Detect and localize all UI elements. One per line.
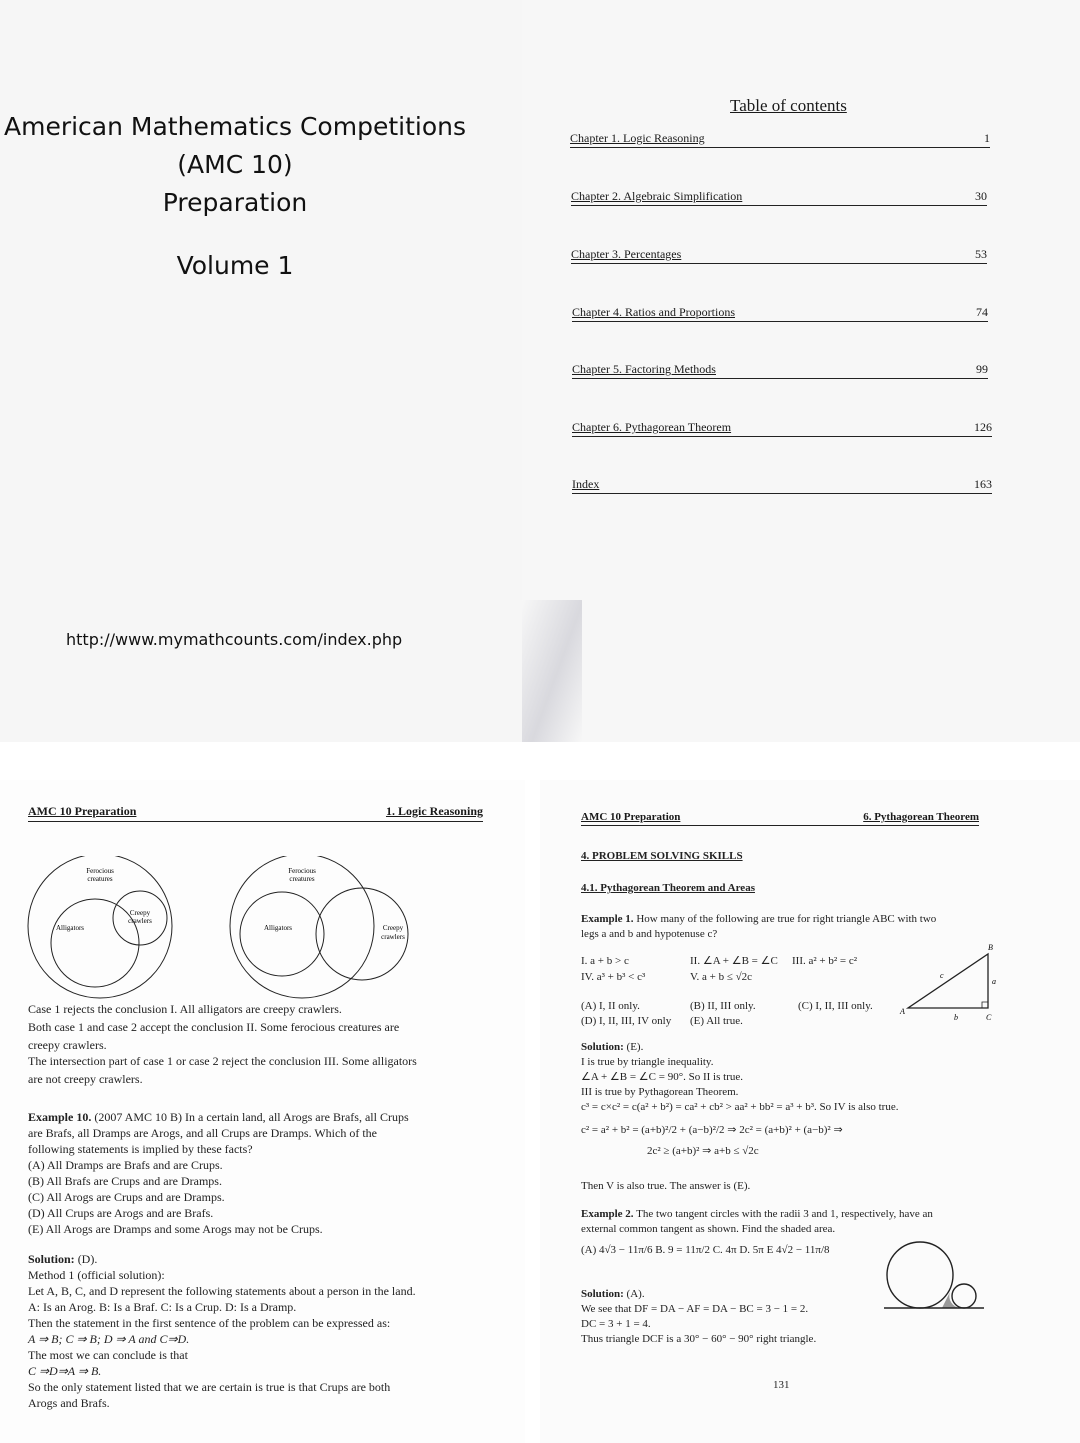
toc-title: Table of contents: [730, 96, 847, 115]
cover-page: [0, 0, 522, 742]
toc-entry-page: 30: [975, 189, 987, 203]
text-line: creepy crawlers.: [28, 1038, 107, 1052]
toc-entry[interactable]: [572, 474, 992, 494]
text-line: are not creepy crawlers.: [28, 1072, 143, 1086]
text-line: Case 1 rejects the conclusion I. All alligators are creepy crawlers.: [28, 1002, 342, 1016]
venn1-creepy-label: Creepy: [129, 909, 151, 917]
toc-entry-label: Index: [572, 477, 600, 491]
cover-volume: Volume 1: [176, 251, 294, 280]
header-chapter-title: 1. Logic Reasoning: [385, 804, 483, 818]
solution-1: [581, 1040, 1021, 1159]
venn2-ferocious-label: creatures: [289, 875, 315, 883]
text-line: The most we can conclude is that: [28, 1348, 188, 1362]
text-line: III is true by Pythagorean Theorem.: [581, 1086, 739, 1098]
text-line: We see that DF = DA − AF = DA − BC = 3 − 1 = 2.: [581, 1303, 809, 1315]
side-a-label: a: [992, 977, 996, 986]
venn1-creepy-label: crawlers: [128, 917, 152, 925]
choice-line: (D) All Crups are Arogs and are Brafs.: [28, 1206, 214, 1220]
toc-entry-label: Chapter 1. Logic Reasoning: [570, 131, 705, 145]
toc-entry[interactable]: [571, 186, 987, 206]
vertex-c-label: C: [986, 1013, 992, 1022]
cover-title-line1: American Mathematics Competitions: [4, 112, 466, 141]
example-label: Example 2.: [581, 1208, 634, 1220]
statement-2: II. ∠A + ∠B = ∠C: [690, 955, 778, 967]
solution-label: Solution:: [581, 1041, 624, 1053]
choice-line: (C) All Arogs are Crups and are Dramps.: [28, 1190, 225, 1204]
text-line: C ⇒D⇒A ⇒ B.: [28, 1364, 102, 1378]
header-book-title: AMC 10 Preparation: [28, 804, 137, 818]
solution-answer: (A).: [626, 1288, 645, 1300]
solution-1-conclusion: Then V is also true. The answer is (E).: [581, 1180, 751, 1192]
text-line: Then the statement in the first sentence of the problem can be expressed as:: [28, 1316, 391, 1330]
example-1: [581, 912, 981, 942]
toc-entry[interactable]: [572, 417, 992, 437]
toc-entry[interactable]: [572, 359, 988, 379]
text-line: DC = 3 + 1 = 4.: [581, 1318, 651, 1330]
toc-entry-label: Chapter 5. Factoring Methods: [572, 362, 716, 376]
solution-block: [28, 1251, 498, 1411]
text-line: Arogs and Brafs.: [28, 1396, 110, 1410]
text-line: ∠A + ∠B = ∠C = 90°. So II is true.: [581, 1071, 743, 1083]
toc-entry-label: Chapter 3. Percentages: [571, 247, 682, 261]
subsection-heading: 4.1. Pythagorean Theorem and Areas: [581, 882, 755, 894]
side-c-label: c: [940, 971, 944, 980]
example-2-choices: (A) 4√3 − 11π/6 B. 9 = 11π/2 C. 4π D. 5π E 4√2 − 11π/8: [581, 1244, 830, 1256]
choice-d: (D) I, II, III, IV only: [581, 1015, 672, 1027]
text-line: external common tangent as shown. Find the shaded area.: [581, 1223, 836, 1235]
venn2-ferocious-label: Ferocious: [288, 867, 316, 875]
text-line: are Brafs, all Dramps are Arogs, and all Crups are Dramps. Which of the: [28, 1126, 378, 1140]
header-chapter-title: 6. Pythagorean Theorem: [863, 811, 979, 823]
venn2-creepy-label: crawlers: [381, 933, 405, 941]
formula-line: 2c² ≥ (a+b)² ⇒ a+b ≤ √2c: [647, 1145, 759, 1157]
vertex-a-label: A: [900, 1007, 905, 1016]
toc-entry-page: 74: [976, 305, 988, 319]
page-fold-shadow: [522, 600, 582, 742]
statement-3: III. a² + b² = c²: [792, 955, 858, 967]
header-book-title: AMC 10 Preparation: [581, 811, 681, 823]
toc-entry[interactable]: [571, 244, 987, 264]
toc-entry-label: Chapter 6. Pythagorean Theorem: [572, 420, 732, 434]
choice-line: (A) All Dramps are Brafs and are Crups.: [28, 1158, 223, 1172]
text-line: following statements is implied by these facts?: [28, 1142, 253, 1156]
statement-5: V. a + b ≤ √2c: [690, 971, 753, 983]
text-line: Let A, B, C, and D represent the following statements about a person in the land.: [28, 1284, 416, 1298]
text-line: I is true by triangle inequality.: [581, 1056, 714, 1068]
text-line: (2007 AMC 10 B) In a certain land, all Arogs are Brafs, all Crups: [94, 1110, 409, 1124]
text-line: Thus triangle DCF is a 30° − 60° − 90° right triangle.: [581, 1333, 817, 1345]
choice-e: (E) All true.: [690, 1015, 743, 1027]
right-triangle-diagram: [896, 940, 996, 1022]
toc-entry-page: 99: [976, 362, 988, 376]
page-number: 131: [773, 1379, 790, 1391]
running-header: [581, 808, 979, 826]
toc-entry-label: Chapter 4. Ratios and Proportions: [572, 305, 735, 319]
venn2-alligators-label: Alligators: [264, 924, 292, 932]
cover-url-link[interactable]: http://www.mymathcounts.com/index.php: [66, 630, 403, 649]
text-line: A ⇒ B; C ⇒ B; D ⇒ A and C⇒D.: [28, 1332, 190, 1346]
venn1-ferocious-label: creatures: [87, 875, 113, 883]
example-label: Example 1.: [581, 913, 634, 925]
venn1-alligators-label: Alligators: [56, 924, 84, 932]
side-b-label: b: [954, 1013, 958, 1022]
solution-answer: (E).: [626, 1041, 644, 1053]
formula-line: c² = a² + b² = (a+b)²/2 + (a−b)²/2 ⇒ 2c² = (a+b)² + (a−b)² ⇒: [581, 1124, 843, 1136]
toc-entry-page: 1: [984, 131, 990, 145]
text-line: The intersection part of case 1 or case 2 reject the conclusion III. Some alligators: [28, 1054, 417, 1068]
venn1-ferocious-label: Ferocious: [86, 867, 114, 875]
toc-entry-page: 163: [974, 477, 992, 491]
choice-line: (B) All Brafs are Crups and are Dramps.: [28, 1174, 222, 1188]
toc-entry[interactable]: [570, 128, 990, 148]
example-10: [28, 1109, 498, 1237]
choice-a: (A) I, II only.: [581, 1000, 640, 1012]
page-gutter: [0, 742, 1080, 780]
text-line: So the only statement listed that we are certain is true is that Crups are both: [28, 1380, 391, 1394]
running-header: [28, 804, 483, 822]
cover-title-line3: Preparation: [162, 188, 308, 217]
text-line: A: Is an Arog. B: Is a Braf. C: Is a Crup. D: Is a Dramp.: [28, 1300, 297, 1314]
vertex-b-label: B: [988, 943, 993, 952]
case-discussion: [28, 1001, 488, 1087]
text-line: legs a and b and hypotenuse c?: [581, 928, 718, 940]
solution-answer: (D).: [77, 1252, 98, 1266]
choice-c: (C) I, II, III only.: [798, 1000, 873, 1012]
text-line: Both case 1 and case 2 accept the conclusion II. Some ferocious creatures are: [28, 1020, 400, 1034]
venn2-creepy-label: Creepy: [382, 924, 404, 932]
solution-label: Solution:: [28, 1252, 75, 1266]
toc-entry[interactable]: [572, 302, 988, 322]
section-heading: 4. PROBLEM SOLVING SKILLS: [581, 850, 743, 862]
choice-line: (E) All Arogs are Dramps and some Arogs may not be Crups.: [28, 1222, 323, 1236]
cover-title-line2: (AMC 10): [177, 150, 293, 179]
toc-page: [522, 0, 1080, 742]
statement-1: I. a + b > c: [581, 955, 629, 967]
text-line: c³ = c×c² = c(a² + b²) = ca² + cb² > aa² + bb² = a³ + b³. So IV is also true.: [581, 1101, 899, 1113]
toc-entry-label: Chapter 2. Algebraic Simplification: [571, 189, 743, 203]
text-line: Method 1 (official solution):: [28, 1268, 165, 1282]
text-line: The two tangent circles with the radii 3 and 1, respectively, have an: [636, 1208, 933, 1220]
logic-reasoning-page: [0, 780, 525, 1443]
solution-label: Solution:: [581, 1288, 624, 1300]
example-label: Example 10.: [28, 1110, 92, 1124]
venn1-alligators-circle: [51, 899, 139, 987]
solution-2: [581, 1287, 981, 1347]
pythagorean-page: [540, 780, 1080, 1443]
text-line: How many of the following are true for right triangle ABC with two: [636, 913, 937, 925]
toc-entry-page: 126: [974, 420, 992, 434]
venn2-alligators-circle: [240, 892, 324, 976]
choice-b: (B) II, III only.: [690, 1000, 756, 1012]
statement-4: IV. a³ + b³ < c³: [581, 971, 646, 983]
toc-entry-page: 53: [975, 247, 987, 261]
